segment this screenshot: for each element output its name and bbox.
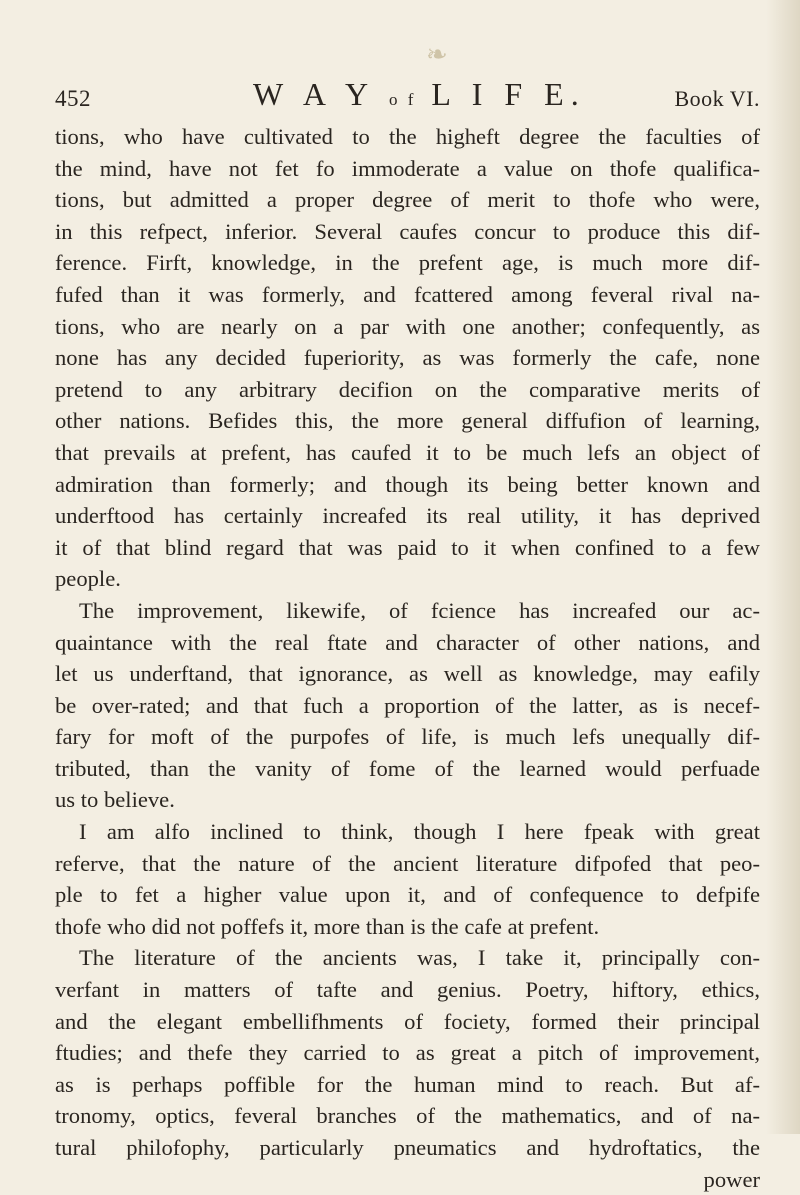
text-line: as is perhaps poffible for the human mind to reach. But af-	[55, 1071, 760, 1097]
book-label: Book VI.	[674, 86, 760, 111]
text-line: fufed than it was formerly, and fcattered among feveral rival na-	[55, 281, 760, 307]
running-head	[55, 76, 760, 116]
running-title	[253, 76, 586, 113]
text-line: power	[703, 1166, 760, 1192]
text-line: us to believe.	[55, 787, 175, 813]
text-line: quaintance with the real ftate and character of other nations, and	[55, 629, 760, 655]
text-line: ftudies; and thefe they carried to as great a pitch of improvement,	[55, 1040, 760, 1066]
text-line: tural philofophy, particularly pneumatics and hydroftatics, the	[55, 1135, 760, 1160]
text-line: ference. Firft, knowledge, in the prefent age, is much more dif-	[55, 250, 760, 276]
body-text	[55, 121, 760, 1195]
ornament-mark: ❧	[426, 40, 448, 69]
text-line: that prevails at prefent, has caufed it to be much lefs an object of	[55, 439, 760, 465]
text-line: verfant in matters of tafte and genius. Poetry, hiftory, ethics,	[55, 977, 760, 1003]
text-line: The literature of the ancients was, I take it, principally con-	[79, 945, 760, 971]
text-line: the mind, have not fet fo immoderate a value on thofe qualifica-	[55, 155, 760, 181]
text-line: fary for moft of the purpofes of life, is much lefs unequally dif-	[55, 724, 760, 750]
text-line: people.	[55, 566, 121, 592]
text-line: and the elegant embellifhments of fociety, formed their principal	[55, 1008, 760, 1034]
text-line: tions, who have cultivated to the higheft degree the faculties of	[55, 124, 760, 149]
running-title-word-of: o f	[388, 90, 417, 109]
text-line: tributed, than the vanity of fome of the learned would perfuade	[55, 755, 760, 781]
text-line: admiration than formerly; and though its being better known and	[55, 471, 760, 497]
text-line: tions, who are nearly on a par with one another; confequently, as	[55, 313, 760, 339]
text-line: referve, that the nature of the ancient literature difpofed that peo-	[55, 850, 760, 876]
text-line: tions, but admitted a proper degree of merit to thofe who were,	[55, 187, 760, 213]
text-line: The improvement, likewife, of fcience has increafed our ac-	[79, 597, 760, 623]
text-line: it of that blind regard that was paid to it when confined to a few	[55, 534, 760, 560]
text-line: I am alfo inclined to think, though I here fpeak with great	[79, 819, 760, 845]
text-line: in this refpect, inferior. Several caufes concur to produce this dif-	[55, 218, 760, 244]
text-line: underftood has certainly increafed its real utility, it has deprived	[55, 503, 760, 529]
text-line: other nations. Befides this, the more general diffufion of learning,	[55, 408, 760, 434]
running-title-word-life: L I F E.	[416, 76, 586, 112]
text-line: tronomy, optics, feveral branches of the mathematics, and of na-	[55, 1103, 760, 1129]
page-number: 452	[55, 86, 91, 111]
text-line: let us underftand, that ignorance, as well as knowledge, may eafily	[55, 661, 760, 687]
text-line: thofe who did not poffefs it, more than is the cafe at prefent.	[55, 913, 600, 939]
text-line: none has any decided fuperiority, as was formerly the cafe, none	[55, 345, 760, 371]
text-line: ple to fet a higher value upon it, and of confequence to defpife	[55, 882, 760, 908]
text-line: pretend to any arbitrary decifion on the comparative merits of	[55, 376, 760, 402]
text-line: be over-rated; and that fuch a proportion of the latter, as is necef-	[55, 692, 760, 718]
running-title-word-way: W A Y	[253, 76, 389, 112]
page-edge-shadow	[766, 0, 800, 1134]
